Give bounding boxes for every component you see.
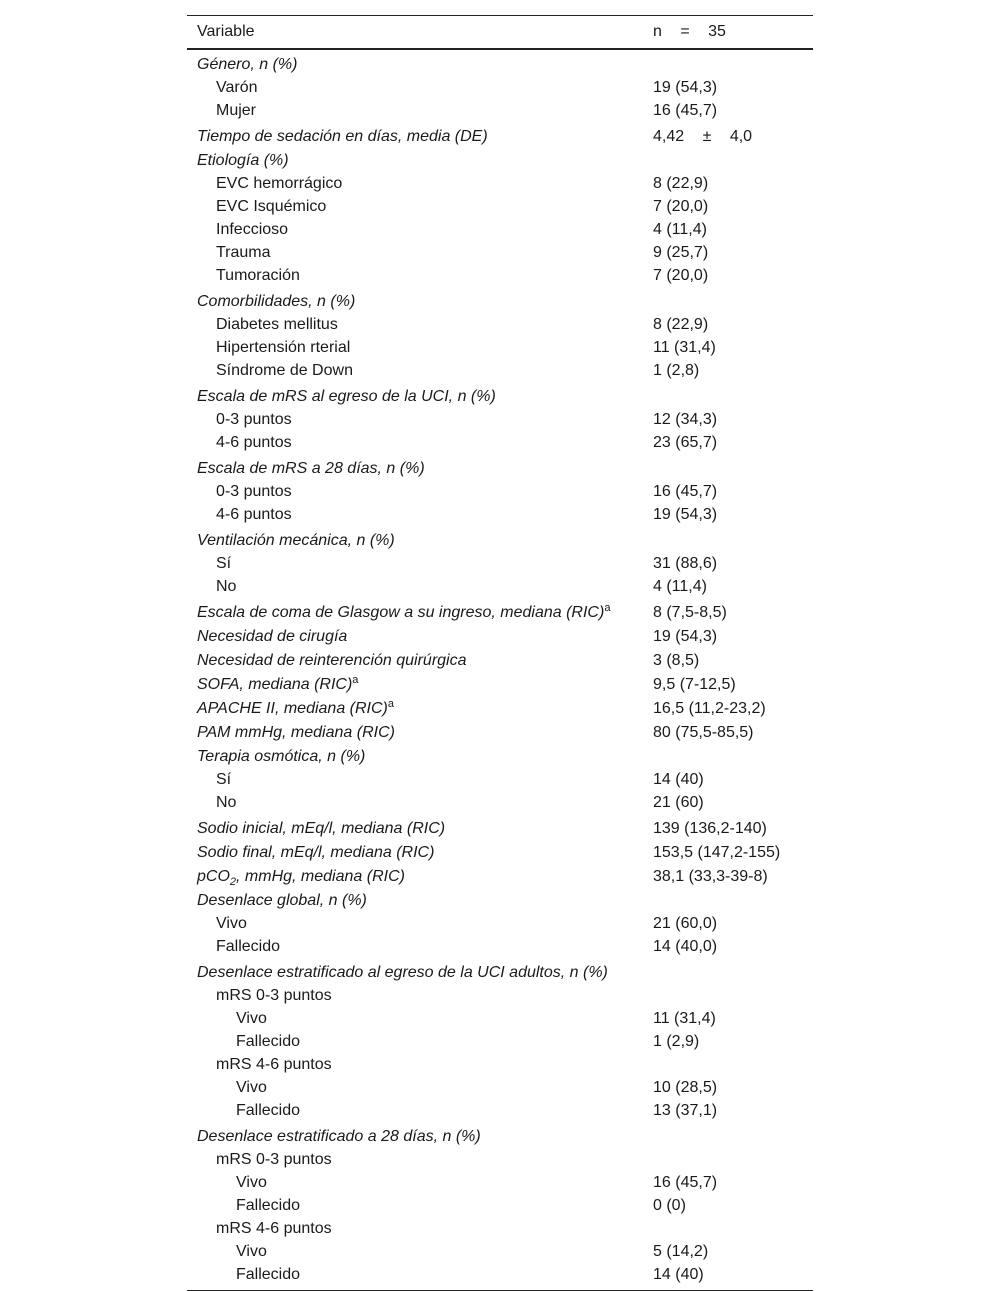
row-label bbox=[187, 768, 643, 791]
row-value: 11 (31,4) bbox=[653, 339, 716, 356]
row-label bbox=[187, 1053, 643, 1076]
row-value bbox=[643, 744, 813, 768]
table-row bbox=[187, 1099, 813, 1122]
row-label bbox=[187, 552, 643, 575]
table-row bbox=[187, 1194, 813, 1217]
row-label-text: Vivo bbox=[216, 915, 247, 932]
characteristics-table-container bbox=[187, 15, 813, 1291]
row-label bbox=[187, 720, 643, 744]
row-value: 80 (75,5-85,5) bbox=[653, 723, 754, 741]
table-row bbox=[187, 768, 813, 791]
characteristics-table bbox=[187, 15, 813, 1291]
row-label-text: 0-3 puntos bbox=[216, 411, 292, 428]
row-label-text: Desenlace estratificado a 28 días, n (%) bbox=[197, 1127, 481, 1145]
row-label-text: Necesidad de cirugía bbox=[197, 627, 348, 645]
table-row bbox=[187, 1217, 813, 1240]
row-label bbox=[187, 195, 643, 218]
table-row bbox=[187, 313, 813, 336]
row-label bbox=[187, 382, 643, 408]
row-value: 1 (2,9) bbox=[653, 1033, 700, 1050]
row-label bbox=[187, 287, 643, 313]
table-row bbox=[187, 791, 813, 814]
table-row bbox=[187, 1148, 813, 1171]
row-value: 21 (60,0) bbox=[653, 915, 718, 932]
row-value: 8 (7,5-8,5) bbox=[653, 603, 727, 621]
table-section-row bbox=[187, 287, 813, 313]
table-row bbox=[187, 218, 813, 241]
table-body bbox=[187, 49, 813, 1291]
row-label-text: Desenlace global, n (%) bbox=[197, 891, 367, 909]
table-row bbox=[187, 336, 813, 359]
row-label bbox=[187, 912, 643, 935]
row-label-text: Fallecido bbox=[236, 1033, 301, 1050]
row-value bbox=[643, 1122, 813, 1148]
row-label bbox=[187, 408, 643, 431]
row-label bbox=[187, 1171, 643, 1194]
row-label-text: Fallecido bbox=[236, 1102, 301, 1119]
row-label bbox=[187, 99, 643, 122]
row-value: 38,1 (33,3-39-8) bbox=[653, 867, 768, 885]
row-label bbox=[187, 624, 643, 648]
row-label bbox=[187, 503, 643, 526]
table-section-row bbox=[187, 814, 813, 840]
row-label-text: mRS 4-6 puntos bbox=[216, 1056, 332, 1073]
row-label-text: Diabetes mellitus bbox=[216, 316, 338, 333]
row-label-text: Sodio inicial, mEq/l, mediana (RIC) bbox=[197, 819, 446, 837]
row-value: 14 (40) bbox=[653, 771, 704, 788]
row-label bbox=[187, 1240, 643, 1263]
row-label bbox=[187, 1076, 643, 1099]
table-section-row bbox=[187, 864, 813, 888]
row-label-text: 0-3 puntos bbox=[216, 483, 292, 500]
row-value: 4 (11,4) bbox=[653, 578, 707, 595]
table-row bbox=[187, 195, 813, 218]
row-label-text: Vivo bbox=[236, 1243, 267, 1260]
row-value: 10 (28,5) bbox=[653, 1079, 718, 1096]
row-value: 139 (136,2-140) bbox=[653, 819, 767, 837]
row-label-text: Sí bbox=[216, 555, 232, 572]
row-value: 8 (22,9) bbox=[653, 175, 709, 192]
row-label bbox=[187, 575, 643, 598]
row-value bbox=[643, 1148, 813, 1171]
table-section-row bbox=[187, 888, 813, 912]
table-row bbox=[187, 1240, 813, 1263]
row-label-text: Trauma bbox=[216, 244, 271, 261]
table-row bbox=[187, 984, 813, 1007]
row-label-subscript: 2 bbox=[229, 875, 237, 888]
table-section-row bbox=[187, 148, 813, 172]
table-section-row bbox=[187, 1122, 813, 1148]
row-value: 19 (54,3) bbox=[653, 627, 718, 645]
table-section-row bbox=[187, 122, 813, 148]
row-label-text: Tumoración bbox=[216, 267, 300, 284]
row-value bbox=[643, 287, 813, 313]
row-value bbox=[643, 454, 813, 480]
table-row bbox=[187, 1171, 813, 1194]
table-row bbox=[187, 99, 813, 122]
table-row bbox=[187, 431, 813, 454]
table-section-row bbox=[187, 696, 813, 720]
row-value: 19 (54,3) bbox=[653, 79, 718, 96]
row-value bbox=[643, 49, 813, 76]
row-value: 16,5 (11,2-23,2) bbox=[653, 699, 766, 717]
row-label-text: mRS 4-6 puntos bbox=[216, 1220, 332, 1237]
row-label bbox=[187, 49, 643, 76]
table-section-row bbox=[187, 840, 813, 864]
row-label-text: Infeccioso bbox=[216, 221, 289, 238]
row-label bbox=[187, 454, 643, 480]
row-label-text: Comorbilidades, n (%) bbox=[197, 292, 356, 310]
header-n-label: n bbox=[653, 23, 662, 40]
header-row bbox=[187, 16, 813, 50]
row-label bbox=[187, 791, 643, 814]
footnote-marker: a bbox=[604, 601, 611, 614]
row-label-text: Fallecido bbox=[236, 1266, 301, 1283]
row-value: 16 (45,7) bbox=[653, 102, 718, 119]
row-label bbox=[187, 1194, 643, 1217]
row-label bbox=[187, 1122, 643, 1148]
row-label bbox=[187, 1148, 643, 1171]
row-value: 4,42 ± 4,0 bbox=[653, 127, 753, 145]
table-section-row bbox=[187, 454, 813, 480]
row-label-text: Desenlace estratificado al egreso de la UCI adultos, n (%) bbox=[197, 963, 608, 981]
header-n-equals: = bbox=[680, 23, 690, 40]
row-label-text: EVC Isquémico bbox=[216, 198, 327, 215]
row-value: 11 (31,4) bbox=[653, 1010, 716, 1027]
row-label bbox=[187, 336, 643, 359]
row-label-text: EVC hemorrágico bbox=[216, 175, 343, 192]
row-label bbox=[187, 172, 643, 195]
row-value bbox=[643, 984, 813, 1007]
table-section-row bbox=[187, 720, 813, 744]
table-row bbox=[187, 264, 813, 287]
row-label-text: Varón bbox=[216, 79, 258, 96]
table-row bbox=[187, 1263, 813, 1291]
table-section-row bbox=[187, 672, 813, 696]
table-section-row bbox=[187, 382, 813, 408]
row-label bbox=[187, 241, 643, 264]
row-label-text: PAM mmHg, mediana (RIC) bbox=[197, 723, 395, 741]
row-label-text: mRS 0-3 puntos bbox=[216, 987, 332, 1004]
row-label-text: Sodio final, mEq/l, mediana (RIC) bbox=[197, 843, 435, 861]
table-section-row bbox=[187, 648, 813, 672]
row-value: 3 (8,5) bbox=[653, 651, 700, 669]
table-row bbox=[187, 1030, 813, 1053]
row-label-text: Vivo bbox=[236, 1079, 267, 1096]
row-label bbox=[187, 264, 643, 287]
row-value: 9 (25,7) bbox=[653, 244, 709, 261]
row-value bbox=[643, 382, 813, 408]
row-label bbox=[187, 218, 643, 241]
row-label bbox=[187, 313, 643, 336]
table-section-row bbox=[187, 598, 813, 624]
row-label-text: SOFA, mediana (RIC) bbox=[197, 675, 353, 693]
row-value: 153,5 (147,2-155) bbox=[653, 843, 781, 861]
table-row bbox=[187, 1053, 813, 1076]
table-row bbox=[187, 408, 813, 431]
row-label-text: Escala de coma de Glasgow a su ingreso, mediana (RIC) bbox=[197, 603, 605, 621]
row-label bbox=[187, 958, 643, 984]
footnote-marker: a bbox=[352, 673, 359, 686]
row-value: 12 (34,3) bbox=[653, 411, 718, 428]
table-section-row bbox=[187, 624, 813, 648]
row-label-text: Género, n (%) bbox=[197, 55, 298, 73]
row-label-text: Hipertensión rterial bbox=[216, 339, 351, 356]
row-value: 13 (37,1) bbox=[653, 1102, 718, 1119]
row-label-text: No bbox=[216, 794, 237, 811]
row-label-text: Necesidad de reinterención quirúrgica bbox=[197, 651, 467, 669]
row-value bbox=[643, 148, 813, 172]
table-row bbox=[187, 480, 813, 503]
row-label-text: 4-6 puntos bbox=[216, 434, 292, 451]
row-value: 16 (45,7) bbox=[653, 483, 718, 500]
table-section-row bbox=[187, 744, 813, 768]
row-label bbox=[187, 1007, 643, 1030]
row-label bbox=[187, 864, 643, 888]
table-section-row bbox=[187, 526, 813, 552]
row-label-text: No bbox=[216, 578, 237, 595]
row-value: 0 (0) bbox=[653, 1197, 686, 1214]
row-value bbox=[643, 888, 813, 912]
row-label bbox=[187, 814, 643, 840]
row-value: 23 (65,7) bbox=[653, 434, 718, 451]
header-n-value: 35 bbox=[708, 23, 726, 40]
row-value: 8 (22,9) bbox=[653, 316, 709, 333]
row-label bbox=[187, 148, 643, 172]
header-variable: Variable bbox=[197, 23, 255, 40]
row-value: 1 (2,8) bbox=[653, 362, 700, 379]
row-label bbox=[187, 744, 643, 768]
row-label-text: Tiempo de sedación en días, media (DE) bbox=[197, 127, 488, 145]
row-label bbox=[187, 984, 643, 1007]
table-header bbox=[187, 16, 813, 50]
row-label-text: Fallecido bbox=[216, 938, 281, 955]
row-label-text: Fallecido bbox=[236, 1197, 301, 1214]
row-value bbox=[643, 526, 813, 552]
row-label-text: pCO bbox=[197, 867, 230, 885]
table-section-row bbox=[187, 958, 813, 984]
row-label bbox=[187, 431, 643, 454]
row-label bbox=[187, 696, 643, 720]
table-row bbox=[187, 241, 813, 264]
table-row bbox=[187, 935, 813, 958]
row-label-text: APACHE II, mediana (RIC) bbox=[197, 699, 388, 717]
row-label bbox=[187, 122, 643, 148]
row-label bbox=[187, 598, 643, 624]
row-label-text: Mujer bbox=[216, 102, 257, 119]
row-label bbox=[187, 648, 643, 672]
row-label bbox=[187, 888, 643, 912]
row-label bbox=[187, 526, 643, 552]
table-section-row bbox=[187, 49, 813, 76]
row-label-text: Escala de mRS al egreso de la UCI, n (%) bbox=[197, 387, 496, 405]
row-value: 5 (14,2) bbox=[653, 1243, 709, 1260]
table-row bbox=[187, 912, 813, 935]
row-label bbox=[187, 76, 643, 99]
row-value: 9,5 (7-12,5) bbox=[653, 675, 736, 693]
row-label-text: Ventilación mecánica, n (%) bbox=[197, 531, 395, 549]
row-label-text: mRS 0-3 puntos bbox=[216, 1151, 332, 1168]
row-value: 14 (40,0) bbox=[653, 938, 718, 955]
row-value: 21 (60) bbox=[653, 794, 704, 811]
row-value bbox=[643, 1053, 813, 1076]
row-value: 19 (54,3) bbox=[653, 506, 718, 523]
row-value: 7 (20,0) bbox=[653, 198, 709, 215]
row-label bbox=[187, 1030, 643, 1053]
row-label bbox=[187, 672, 643, 696]
row-label bbox=[187, 840, 643, 864]
row-value: 4 (11,4) bbox=[653, 221, 707, 238]
row-label bbox=[187, 1099, 643, 1122]
row-value bbox=[643, 958, 813, 984]
table-row bbox=[187, 552, 813, 575]
row-value: 16 (45,7) bbox=[653, 1174, 718, 1191]
row-label bbox=[187, 480, 643, 503]
row-value: 14 (40) bbox=[653, 1266, 704, 1283]
row-value: 7 (20,0) bbox=[653, 267, 709, 284]
row-label-text: Vivo bbox=[236, 1010, 267, 1027]
header-n bbox=[643, 16, 813, 50]
row-value: 31 (88,6) bbox=[653, 555, 718, 572]
table-row bbox=[187, 76, 813, 99]
footnote-marker: a bbox=[387, 697, 394, 710]
row-label bbox=[187, 935, 643, 958]
table-row bbox=[187, 1007, 813, 1030]
row-label-text: Etiología (%) bbox=[197, 151, 289, 169]
row-label-text: Terapia osmótica, n (%) bbox=[197, 747, 366, 765]
table-row bbox=[187, 172, 813, 195]
table-row bbox=[187, 1076, 813, 1099]
row-label-text: 4-6 puntos bbox=[216, 506, 292, 523]
row-label-text: Vivo bbox=[236, 1174, 267, 1191]
row-label-text: Sí bbox=[216, 771, 232, 788]
row-label-text: , mmHg, mediana (RIC) bbox=[236, 867, 405, 885]
row-label bbox=[187, 1263, 643, 1291]
row-label bbox=[187, 1217, 643, 1240]
row-value bbox=[643, 1217, 813, 1240]
row-label-text: Síndrome de Down bbox=[216, 362, 353, 379]
table-row bbox=[187, 359, 813, 382]
table-row bbox=[187, 575, 813, 598]
table-row bbox=[187, 503, 813, 526]
row-label bbox=[187, 359, 643, 382]
row-label-text: Escala de mRS a 28 días, n (%) bbox=[197, 459, 425, 477]
